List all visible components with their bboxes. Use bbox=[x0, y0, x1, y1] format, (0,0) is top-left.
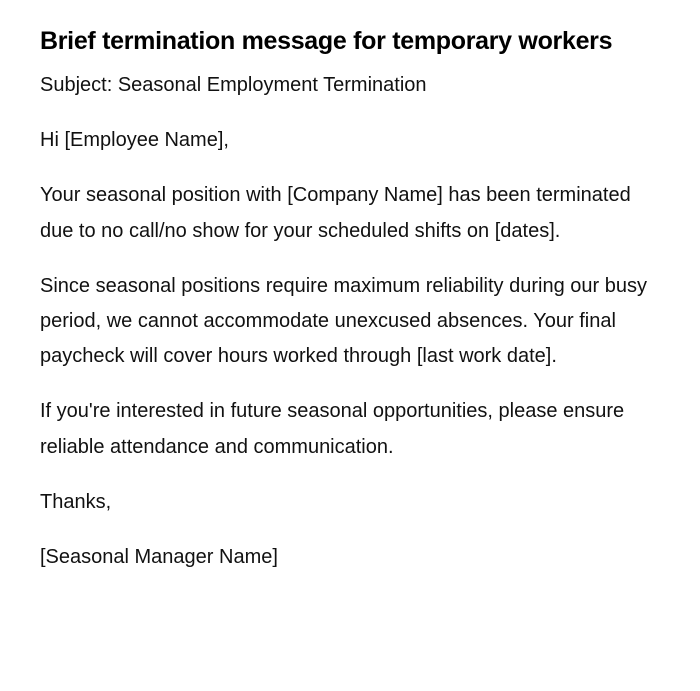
body-paragraph-2: Since seasonal positions require maximum reliability during our busy period, we cannot accommodate unexcused absences. Your final paycheck will cover hours worked through [last work date]. bbox=[40, 274, 647, 368]
email-closing: Thanks, bbox=[40, 490, 112, 513]
email-greeting: Hi [Employee Name], bbox=[40, 129, 229, 152]
document-page bbox=[40, 22, 660, 575]
document-title: Brief termination message for temporary workers bbox=[40, 27, 613, 55]
body-paragraph-3: If you're interested in future seasonal opportunities, please ensure reliable attendance and communication. bbox=[40, 400, 625, 458]
email-signature: [Seasonal Manager Name] bbox=[40, 546, 278, 569]
body-paragraph-1: Your seasonal position with [Company Name] has been terminated due to no call/no show for your scheduled shifts on [dates]. bbox=[40, 184, 631, 242]
email-subject: Subject: Seasonal Employment Termination bbox=[40, 74, 427, 96]
